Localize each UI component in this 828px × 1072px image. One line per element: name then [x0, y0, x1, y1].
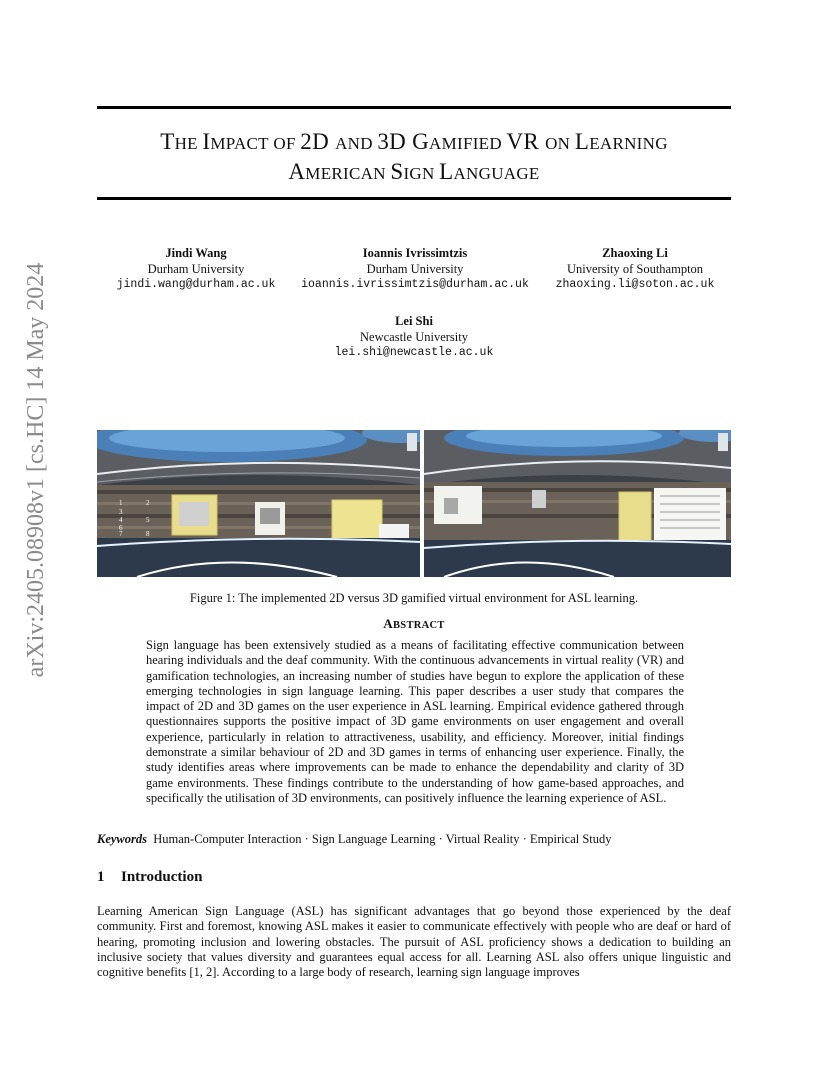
title-segment: HE — [174, 134, 203, 153]
author-block — [314, 314, 514, 361]
title-segment: A — [288, 159, 306, 184]
section-heading — [97, 869, 202, 886]
title-segment: L — [574, 129, 590, 154]
section-number: 1 — [97, 869, 105, 885]
introduction-text: Learning American Sign Language (ASL) has significant advantages that go beyond those experienced by the deaf community. First and foremost, knowing ASL makes it easier to communicate effectively with people who are deaf or hard of hearing, promoting inclusion and lowering obstacles. The pursuit of ASL proficiency shows a dedication to building an inclusive society that values diversity and guarantees equal access for all. Learning ASL also offers unique linguistic and cognitive benefits [1, 2]. According to a large body of research, learning sign language improves — [97, 904, 731, 980]
title-segment: MPACT OF — [210, 134, 301, 153]
ui-number-button: 3 — [119, 508, 123, 516]
author-name: Ioannis Ivrissimtzis — [362, 246, 468, 260]
author-name: Lei Shi — [395, 314, 433, 328]
author-block — [550, 246, 720, 293]
figure-3d-environment — [424, 430, 731, 577]
ui-number-button: 7 — [119, 530, 123, 538]
abstract-text: Sign language has been extensively studied as a means of facilitating effective communication between hearing individuals and the deaf community. With the continuous advancements in virtual reality (VR) and gamification technologies, an increasing number of studies have begun to explore the application of these emerging technologies in sign language learning. This paper describes a user study that compares the impact of 2D and 3D games on the user experience in ASL learning. Empirical evidence gathered through questionnaires supports the positive impact of 3D game environments on user engagement and overall experience, particularly in relation to attractiveness, usability, and efficiency. Moreover, initial findings demonstrate a similar behaviour of 2D and 3D games in terms of enhancing user experience. Finally, the study identifies areas where improvements can be made to enhance the dependability and clarity of 3D game environments. These findings contribute to the understanding of how game-based approaches, and specifically the utilisation of 3D environments, can positively influence the learning experience of ASL. — [146, 638, 684, 805]
title-bottom-rule — [97, 197, 731, 200]
author-affiliation: Newcastle University — [360, 329, 468, 344]
title-segment: EARNING — [589, 134, 668, 153]
author-affiliation: Durham University — [147, 261, 245, 276]
title-top-rule — [97, 106, 731, 109]
author-name: Jindi Wang — [165, 246, 227, 260]
keywords — [97, 832, 731, 847]
author-name: Zhaoxing Li — [602, 246, 668, 260]
section-title: Introduction — [121, 869, 203, 885]
title-segment: I — [202, 129, 211, 154]
author-email[interactable]: zhaoxing.li@soton.ac.uk — [555, 278, 715, 291]
title-segment: 2D — [300, 129, 336, 154]
author-block — [116, 246, 276, 293]
vr-scene-3d-illustration — [424, 430, 731, 577]
title-line-2 — [97, 158, 731, 188]
author-email[interactable]: jindi.wang@durham.ac.uk — [116, 278, 276, 291]
ui-number-button: 1 — [119, 499, 123, 507]
arxiv-identifier: arXiv:2405.08908v1 [cs.HC] 14 May 2024 — [23, 262, 49, 678]
author-affiliation: Durham University — [366, 261, 464, 276]
figure-caption: Figure 1: The implemented 2D versus 3D gamified virtual environment for ASL learning. — [189, 591, 639, 605]
author-email[interactable]: lei.shi@newcastle.ac.uk — [334, 346, 494, 359]
title-line-1 — [97, 128, 731, 158]
author-affiliation: University of Southampton — [566, 261, 704, 276]
abstract-heading-initial: A — [383, 616, 393, 631]
title-segment: L — [439, 159, 454, 184]
ui-number-button: 5 — [146, 516, 150, 524]
keywords-label: Keywords — [97, 832, 147, 846]
title-segment: S — [390, 159, 404, 184]
title-segment: IGN — [403, 164, 440, 183]
title-segment: 3D G — [377, 129, 430, 154]
ui-number-button: 8 — [146, 530, 150, 538]
ui-number-button: 2 — [146, 499, 150, 507]
title-segment: ANGUAGE — [453, 164, 540, 183]
keywords-list: Human-Computer Interaction · Sign Language Learning · Virtual Reality · Empirical Study — [153, 832, 612, 846]
abstract-heading-rest: BSTRACT — [393, 620, 445, 631]
author-email[interactable]: ioannis.ivrissimtzis@durham.ac.uk — [301, 278, 529, 291]
title-segment: AND — [335, 134, 378, 153]
ui-number-button: 6 — [119, 524, 123, 532]
paper-title — [97, 128, 731, 188]
figure-2d-environment — [97, 430, 420, 577]
author-block — [290, 246, 540, 293]
title-segment: ON — [545, 134, 575, 153]
title-segment: AMIFIED — [429, 134, 507, 153]
ui-number-button: 4 — [119, 516, 123, 524]
title-segment: T — [160, 129, 175, 154]
abstract-heading — [97, 616, 731, 632]
title-segment: VR — [506, 129, 546, 154]
title-segment: MERICAN — [305, 164, 391, 183]
